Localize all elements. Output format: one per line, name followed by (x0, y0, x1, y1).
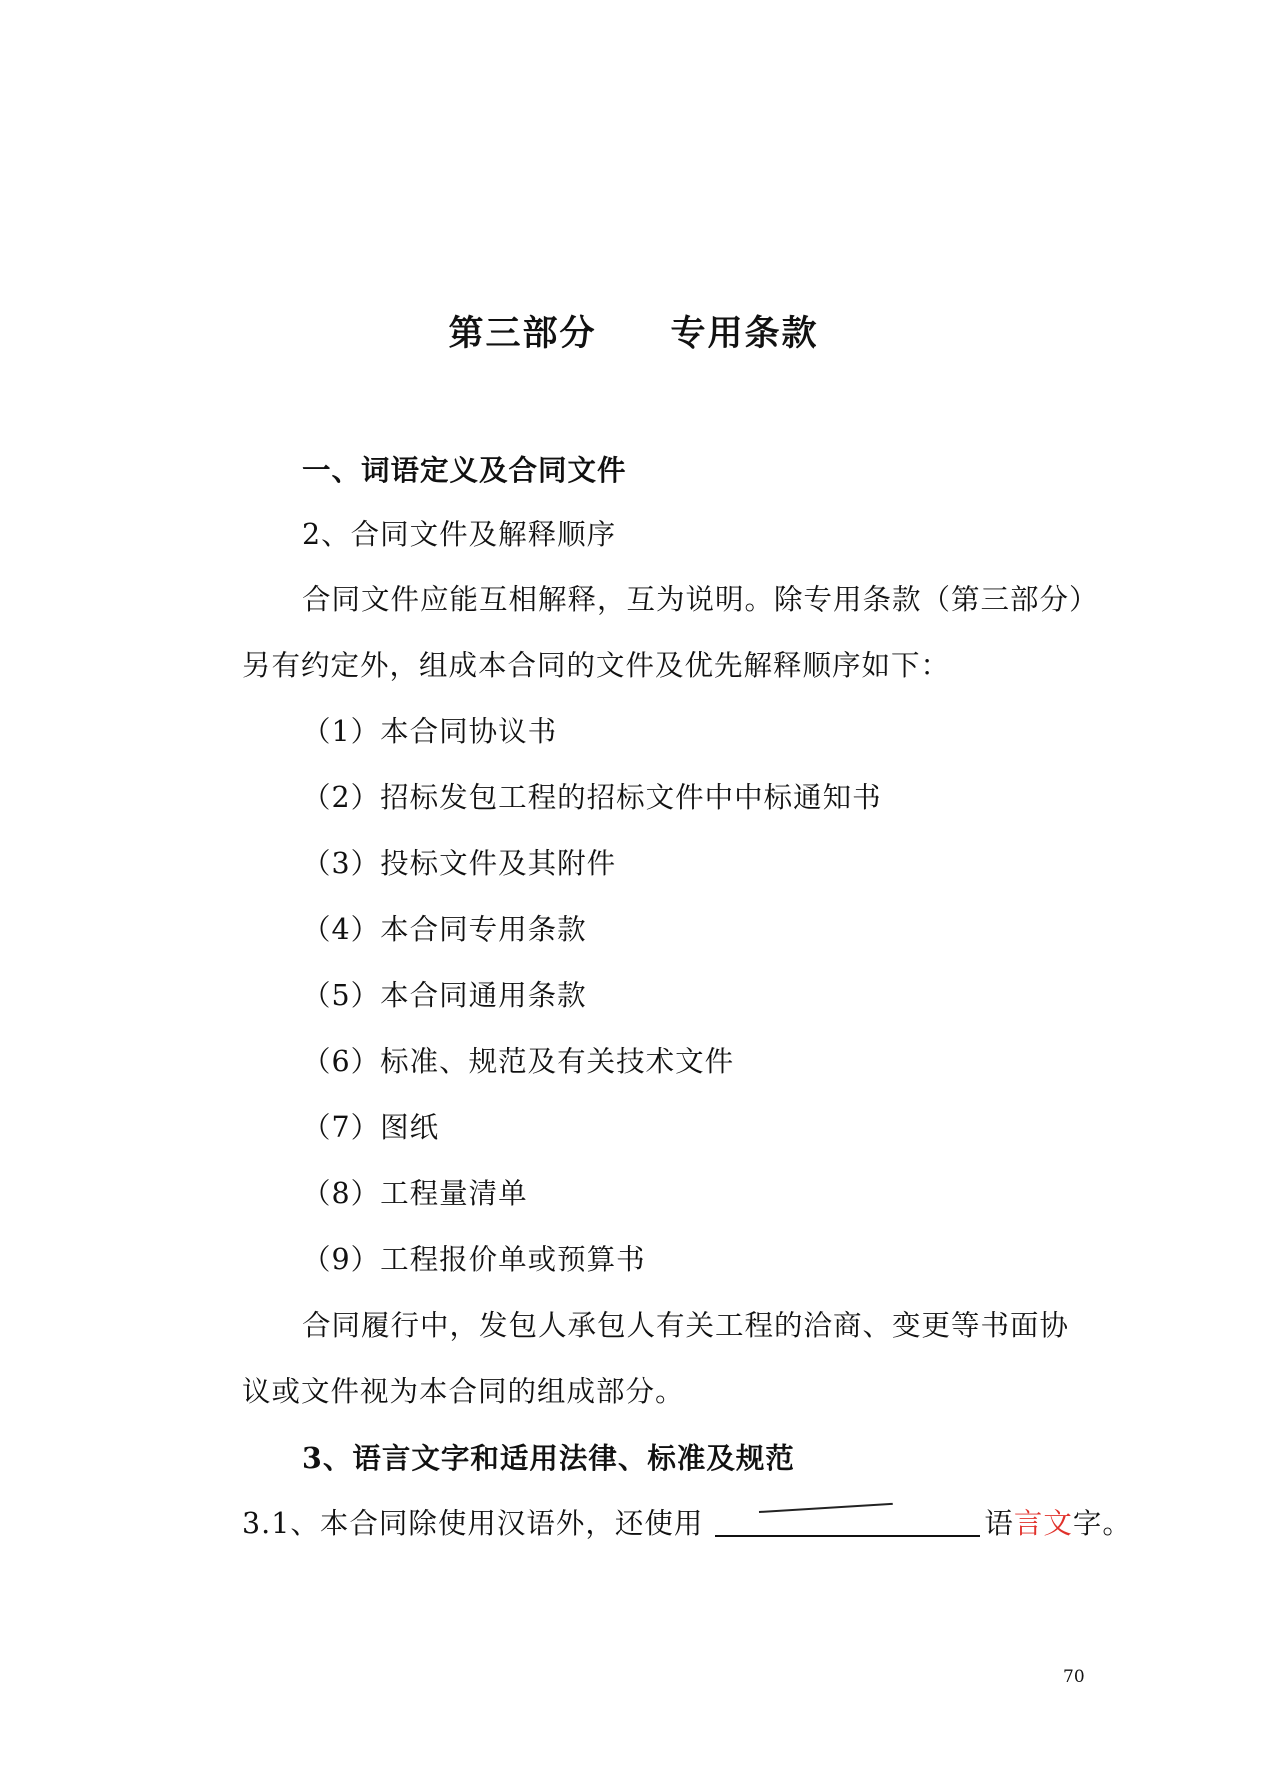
list-item: （7）图纸 (302, 1111, 440, 1144)
list-item: （3）投标文件及其附件 (302, 847, 617, 880)
list-item: （5）本合同通用条款 (302, 979, 587, 1012)
clause-3-1-suffix-end: 字。 (1072, 1507, 1132, 1540)
page-number: 70 (1063, 1667, 1085, 1687)
section-heading-definitions: 一、词语定义及合同文件 (302, 453, 627, 487)
list-item: （2）招标发包工程的招标文件中中标通知书 (302, 781, 882, 814)
list-item: （1）本合同协议书 (302, 715, 558, 748)
paragraph-line: 议或文件视为本合同的组成部分。 (242, 1375, 685, 1408)
language-fill-blank[interactable] (715, 1505, 980, 1537)
clause-3-1-red-text: 言文 (1013, 1507, 1073, 1540)
clause-heading-contract-documents: 2、合同文件及解释顺序 (302, 518, 617, 551)
list-item: （9）工程报价单或预算书 (302, 1243, 646, 1276)
list-item: （4）本合同专用条款 (302, 913, 587, 946)
paragraph-line: 合同文件应能互相解释，互为说明。除专用条款（第三部分） (302, 583, 1099, 616)
page-title: 第三部分 专用条款 (448, 313, 819, 354)
paragraph-line: 另有约定外，组成本合同的文件及优先解释顺序如下： (242, 649, 951, 682)
clause-heading-language-law: 3、语言文字和适用法律、标准及规范 (302, 1441, 795, 1475)
clause-3-1-prefix: 3.1、本合同除使用汉语外，还使用 (242, 1507, 704, 1540)
list-item: （6）标准、规范及有关技术文件 (302, 1045, 735, 1078)
clause-3-1-suffix: 语 (984, 1507, 1014, 1540)
clause-3-1-line (242, 1504, 1132, 1544)
list-item: （8）工程量清单 (302, 1177, 528, 1210)
paragraph-line: 合同履行中，发包人承包人有关工程的洽商、变更等书面协 (302, 1309, 1070, 1342)
